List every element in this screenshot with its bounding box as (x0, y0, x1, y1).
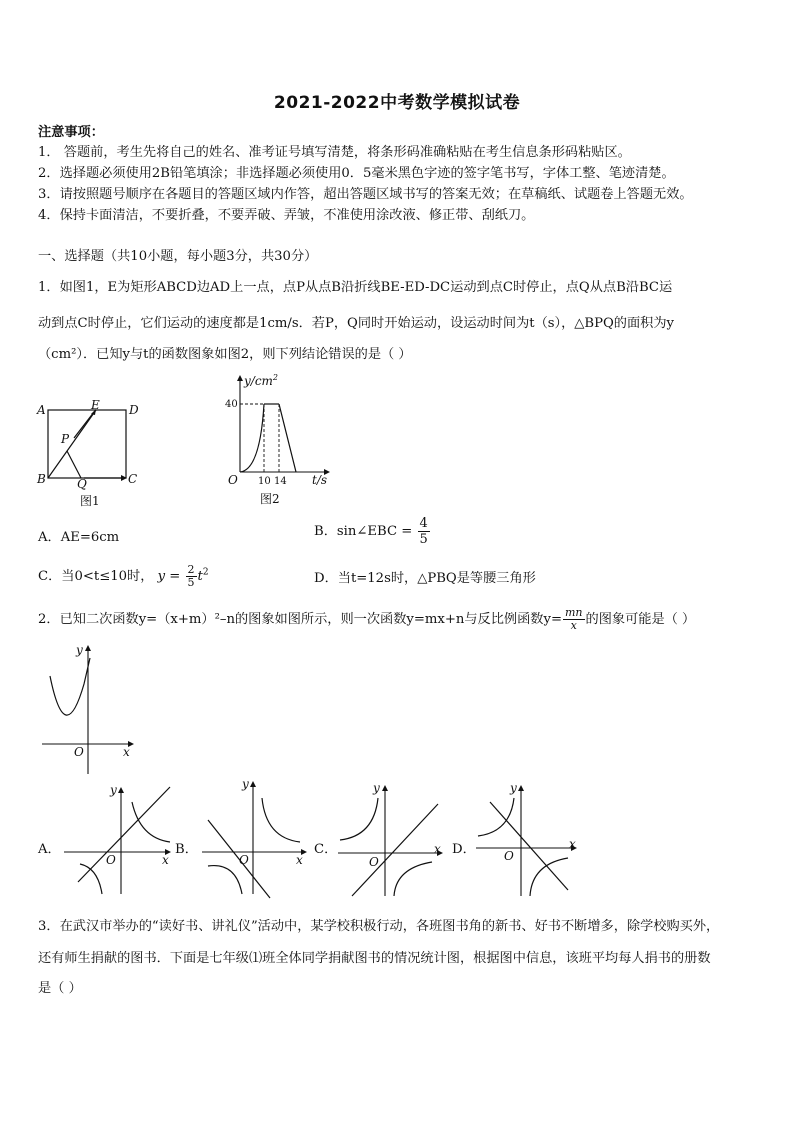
q1-option-b-text: B．sin∠EBC = (314, 524, 413, 539)
q1-option-b[interactable] (314, 516, 431, 547)
fraction-denominator: 5 (187, 576, 195, 589)
origin-label: O (228, 473, 238, 487)
segment-fall (279, 404, 296, 472)
q1-option-c-text: C．当0<t≤10时， (38, 569, 154, 584)
curve-rise (240, 404, 264, 472)
linear-function-line (490, 802, 568, 890)
q1-option-d[interactable]: D．当t=12s时，△PBQ是等腰三角形 (314, 571, 536, 586)
origin-label: O (504, 849, 514, 863)
y-axis-arrow (118, 787, 124, 793)
label-p: P (61, 432, 70, 446)
q2-option-c-label[interactable]: C． (314, 842, 338, 857)
notice-item-1: 1． 答题前，考生先将自己的姓名、准考证号填写清楚，将条形码准确粘贴在考生信息条形码粘贴区。 (38, 145, 631, 160)
label-d: D (129, 403, 139, 417)
hyperbola-branch-2 (530, 858, 568, 896)
q3-text-line3: 是（ ） (38, 981, 82, 996)
origin-label: O (106, 853, 116, 867)
hyperbola-branch-1 (262, 798, 300, 842)
origin-label: O (369, 855, 379, 869)
q3-text-line1: 3．在武汉市举办的“读好书、讲礼仪”活动中，某学校积极行动，各班图书角的新书、好书不断增多，除学校购买外， (38, 919, 720, 934)
fraction-numerator: 4 (419, 516, 428, 531)
section-heading: 一、选择题（共10小题，每小题3分，共30分） (38, 249, 318, 264)
label-e: E (91, 398, 100, 412)
y-axis-arrow (250, 781, 256, 787)
origin-label: O (74, 745, 84, 759)
tick-40: 40 (225, 399, 238, 410)
y-axis-label: $y/cm^2$ (244, 373, 279, 388)
q1-figure2 (222, 370, 337, 510)
q1-option-b-fraction (418, 516, 430, 547)
q1-figure1 (34, 398, 154, 510)
hyperbola-branch-1 (340, 798, 378, 840)
q1-option-c[interactable] (38, 564, 209, 589)
y-axis-label: y (510, 781, 517, 795)
hyperbola-branch-2 (208, 866, 242, 894)
label-c: C (128, 472, 138, 486)
fraction-numerator: mn (565, 606, 583, 619)
hyperbola-branch-1 (478, 798, 514, 836)
hyperbola-branch-1 (132, 802, 170, 842)
q2-option-a-graph[interactable] (58, 782, 178, 902)
x-axis-label: x (434, 842, 441, 856)
arrow-p-to-e (74, 412, 94, 438)
hyperbola-branch-2 (394, 862, 432, 896)
x-axis-label: x (162, 853, 169, 867)
page-title: 2021-2022中考数学模拟试卷 (273, 93, 521, 113)
y-axis-label: y (373, 781, 380, 795)
q2-text-suffix: 的图象可能是（ ） (585, 612, 696, 627)
tick-14: 14 (274, 476, 287, 487)
q1-option-c-fraction (186, 564, 197, 589)
label-b: B (37, 472, 46, 486)
x-axis-label: x (296, 853, 303, 867)
q2-option-b-graph[interactable] (196, 776, 316, 901)
notice-item-4: 4．保持卡面清洁，不要折叠，不要弄破、弄皱，不准使用涂改液、修正带、刮纸刀。 (38, 208, 535, 223)
parabola-curve (50, 658, 90, 715)
y-axis-label: y (76, 643, 83, 657)
origin-label: O (239, 853, 249, 867)
segment-be (48, 410, 96, 478)
q2-option-a-label[interactable]: A． (38, 842, 61, 857)
figure1-caption: 图1 (80, 494, 100, 508)
q3-text-line2: 还有师生捐献的图书．下面是七年级⑴班全体同学捐献图书的情况统计图，根据图中信息，该班平均每人捐书的册数 (38, 951, 711, 966)
q2-parabola-graph (38, 640, 138, 780)
y-axis-label: y (242, 777, 249, 791)
q1-option-c-exponent: 2 (202, 567, 209, 578)
fraction-denominator: 5 (419, 532, 428, 547)
fraction-denominator: x (570, 619, 577, 632)
notice-item-2: 2．选择题必须使用2B铅笔填涂；非选择题必须使用0．5毫米黑色字迹的签字笔书写，字体工整、笔迹清楚。 (38, 166, 675, 181)
linear-function-line (78, 787, 170, 882)
q1-option-a[interactable]: A．AE=6cm (38, 530, 120, 545)
x-axis-label: x (123, 745, 130, 759)
x-axis-label: x (569, 837, 576, 851)
q2-option-b-label[interactable]: B． (175, 842, 198, 857)
q2-text-prefix: 2．已知二次函数y=（x+m）²–n的图象如图所示，则一次函数y=mx+n与反比例函数y= (38, 612, 562, 627)
notice-item-3: 3．请按照题号顺序在各题目的答题区域内作答，超出答题区域书写的答案无效；在草稿纸、试题卷上答题无效。 (38, 187, 693, 202)
fraction-numerator: 2 (187, 563, 195, 576)
q2-text (38, 607, 695, 632)
y-axis-arrow (85, 645, 91, 651)
q2-option-c-graph[interactable] (332, 780, 452, 902)
x-axis-label: t/s (312, 473, 328, 487)
q1-option-c-y: y = (157, 569, 181, 584)
y-axis-arrow (518, 785, 524, 791)
label-a: A (37, 403, 46, 417)
q1-text-line3: （cm²）．已知y与t的函数图象如图2，则下列结论错误的是（ ） (38, 347, 412, 362)
q1-text-line1: 1．如图1，E为矩形ABCD边AD上一点，点P从点B沿折线BE-ED-DC运动到点C时停止，点Q从点B沿BC运 (38, 280, 673, 295)
q2-fraction (563, 607, 585, 632)
y-axis-arrow (237, 375, 243, 381)
figure2-caption: 图2 (260, 492, 280, 506)
label-q: Q (77, 477, 87, 491)
y-axis-label: y (110, 783, 117, 797)
linear-function-line (352, 804, 438, 896)
tick-10: 10 (258, 476, 271, 487)
q1-option-c-t: t (197, 569, 203, 584)
q1-text-line2: 动到点C时停止，它们运动的速度都是1cm/s．若P，Q同时开始运动，设运动时间为t（s），△BPQ的面积为y (38, 316, 675, 331)
q2-option-d-graph[interactable] (470, 780, 585, 902)
y-axis-arrow (382, 785, 388, 791)
segment-pq (67, 451, 81, 478)
notice-heading: 注意事项： (38, 125, 104, 140)
q2-option-d-label[interactable]: D． (452, 842, 476, 857)
